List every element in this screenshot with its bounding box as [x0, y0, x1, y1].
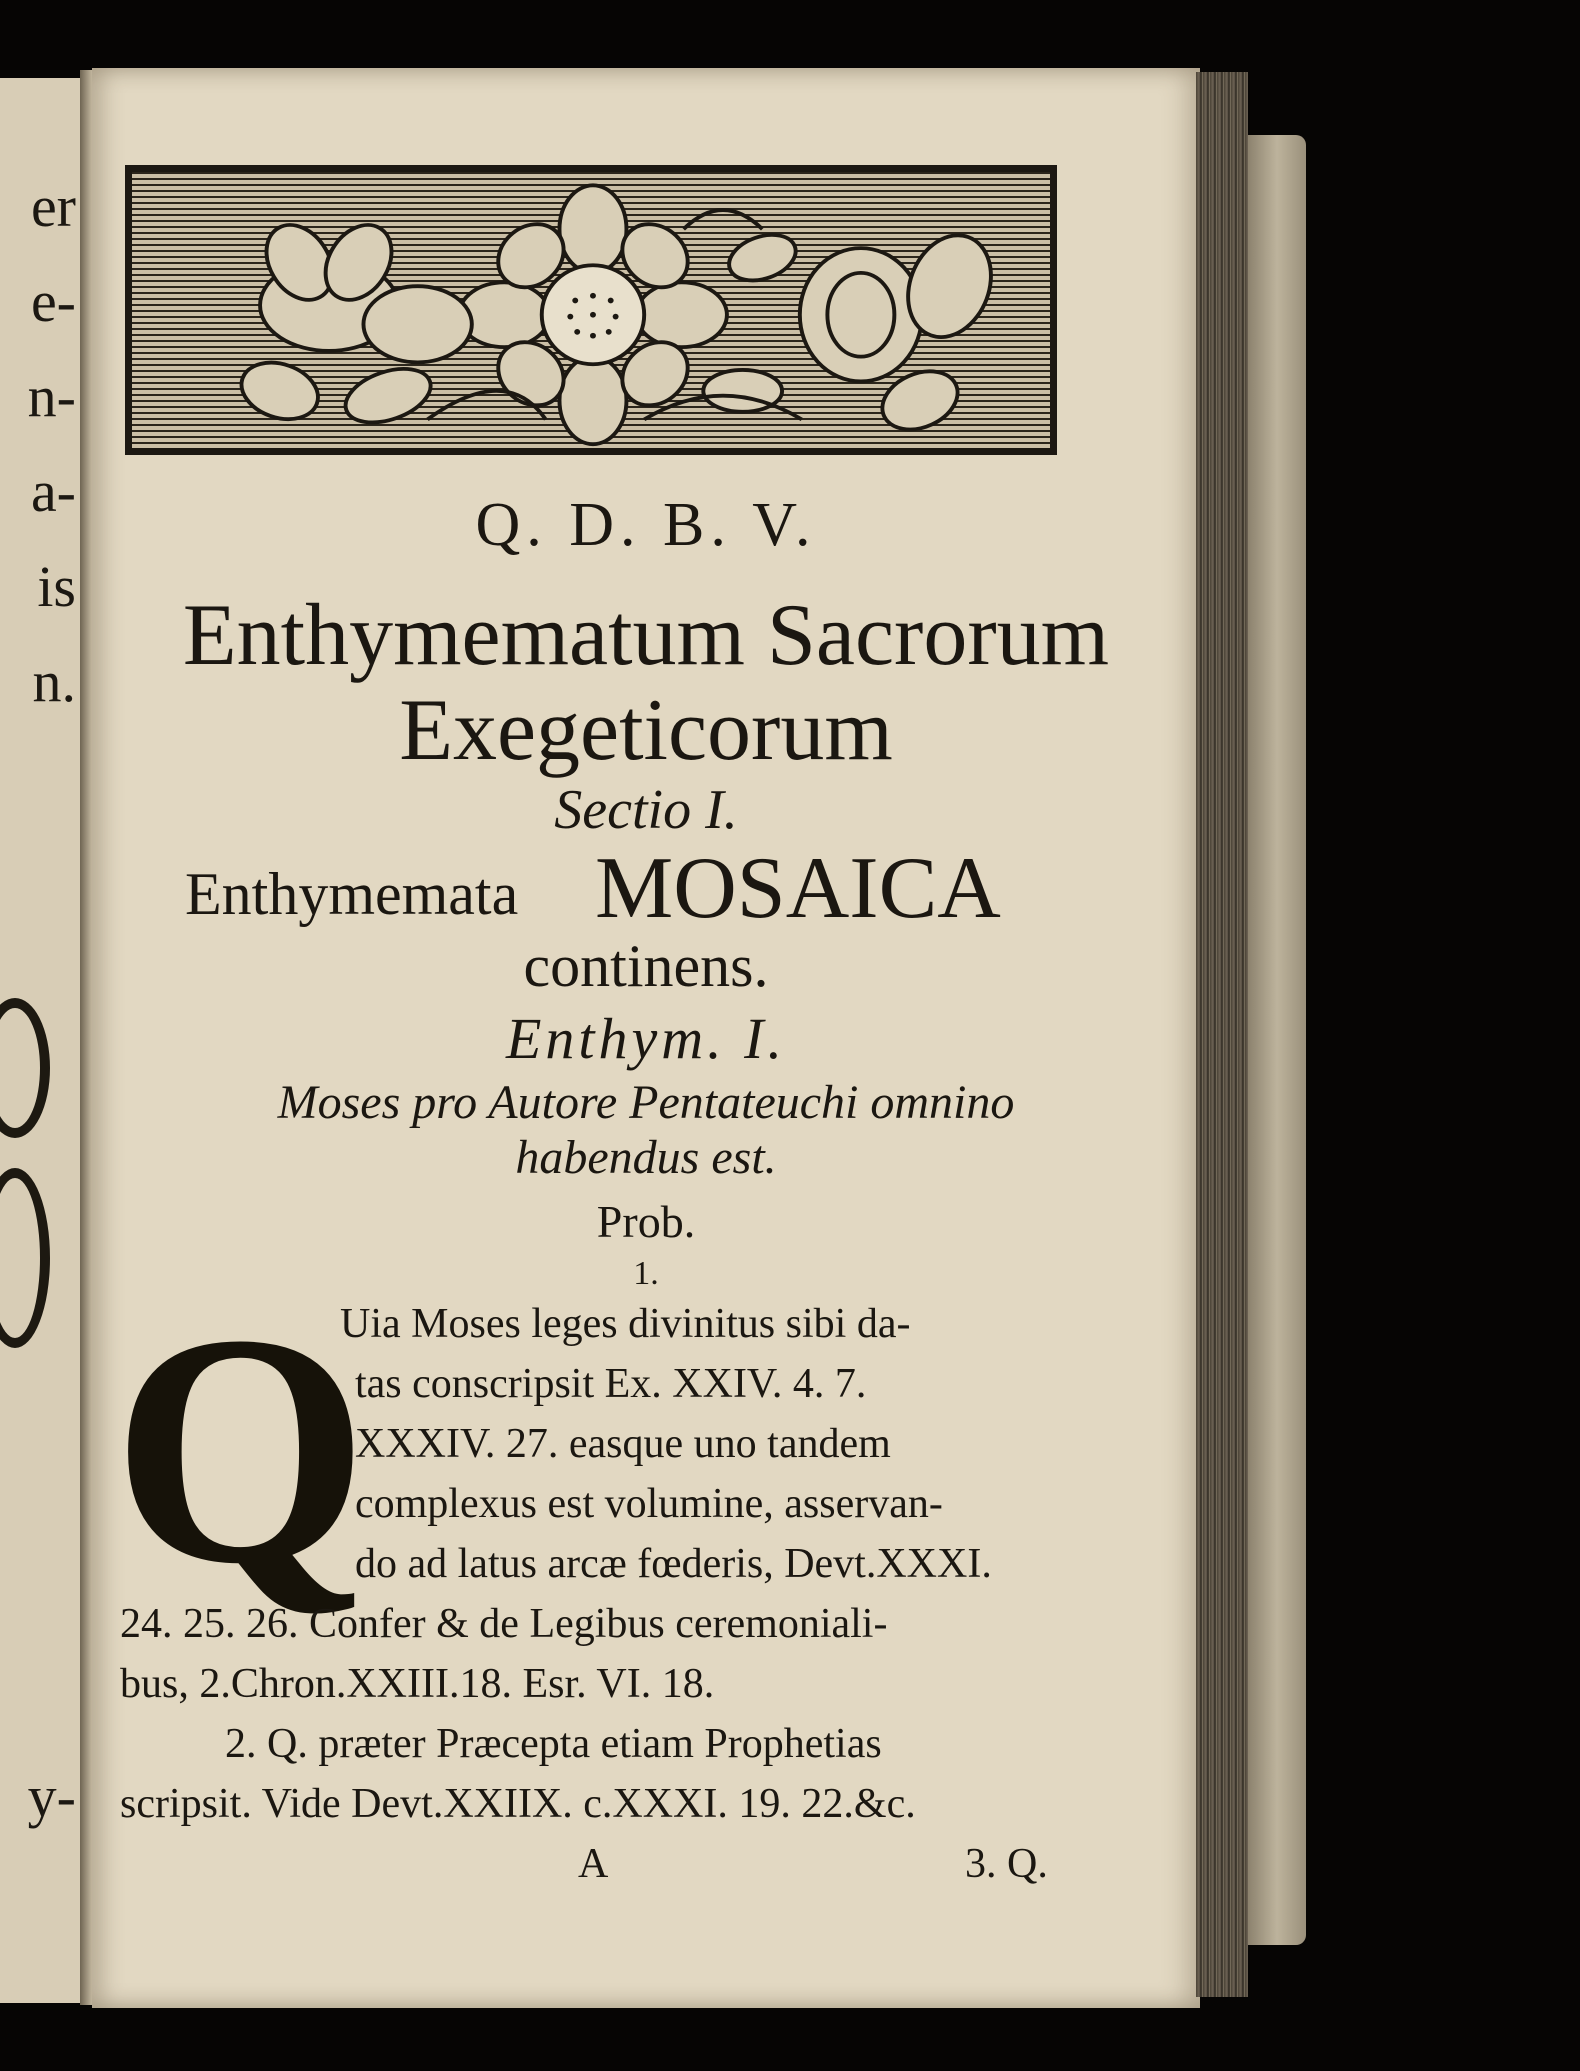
enthymemata-word: Enthymemata	[185, 861, 519, 927]
thesis-line-2: habendus est.	[515, 1131, 777, 1184]
body-line: do ad latus arcæ fœderis, Devt.XXXI.	[355, 1541, 992, 1587]
left-drop-cap-fragment	[0, 1168, 50, 1348]
left-fragment: n.	[32, 649, 76, 714]
left-fragment: is	[37, 554, 76, 619]
body-line: scripsit. Vide Devt.XXIIX. c.XXXI. 19. 22.&c.	[120, 1781, 916, 1827]
left-fragment: n-	[27, 364, 76, 429]
prob-label: Prob.	[596, 1196, 696, 1247]
enthym-heading: Enthym. I.	[506, 1006, 786, 1071]
floral-headpiece-ornament	[125, 165, 1057, 455]
left-fragment: er	[30, 174, 76, 239]
section-number: 1.	[633, 1255, 659, 1292]
left-fragment: a-	[30, 459, 76, 524]
signature-mark: A	[578, 1841, 609, 1887]
left-page-fragment	[0, 78, 86, 2003]
left-drop-cap-fragment	[0, 998, 50, 1138]
body-line: tas conscripsit Ex. XXIV. 4. 7.	[355, 1361, 867, 1407]
qdbv-heading: Q. D. B. V.	[475, 491, 817, 559]
drop-cap: Q	[112, 1267, 369, 1632]
thesis-line-1: Moses pro Autore Pentateuchi omnino	[277, 1076, 1015, 1129]
sectio-heading: Sectio I.	[554, 779, 738, 841]
body-line: 2. Q. præter Præcepta etiam Prophetias	[225, 1721, 882, 1767]
body-line: 24. 25. 26. Confer & de Legibus ceremoniali-	[120, 1601, 888, 1647]
title-line-1: Enthymematum Sacrorum	[182, 587, 1110, 684]
catchword: 3. Q.	[965, 1841, 1048, 1887]
body-line: bus, 2.Chron.XXIII.18. Esr. VI. 18.	[120, 1661, 715, 1707]
book-cover-edge	[1248, 135, 1306, 1945]
continens-word: continens.	[523, 933, 769, 999]
body-line: complexus est volumine, asservan-	[355, 1481, 943, 1527]
body-line: Uia Moses leges divinitus sibi da-	[340, 1301, 911, 1347]
mosaica-word: MOSAICA	[595, 840, 1001, 937]
left-fragment: y-	[27, 1764, 76, 1829]
page-edges	[1196, 72, 1248, 1997]
body-line: XXXIV. 27. easque uno tandem	[355, 1421, 891, 1467]
title-line-2: Exegeticorum	[399, 682, 893, 779]
left-fragment: e-	[30, 269, 76, 334]
